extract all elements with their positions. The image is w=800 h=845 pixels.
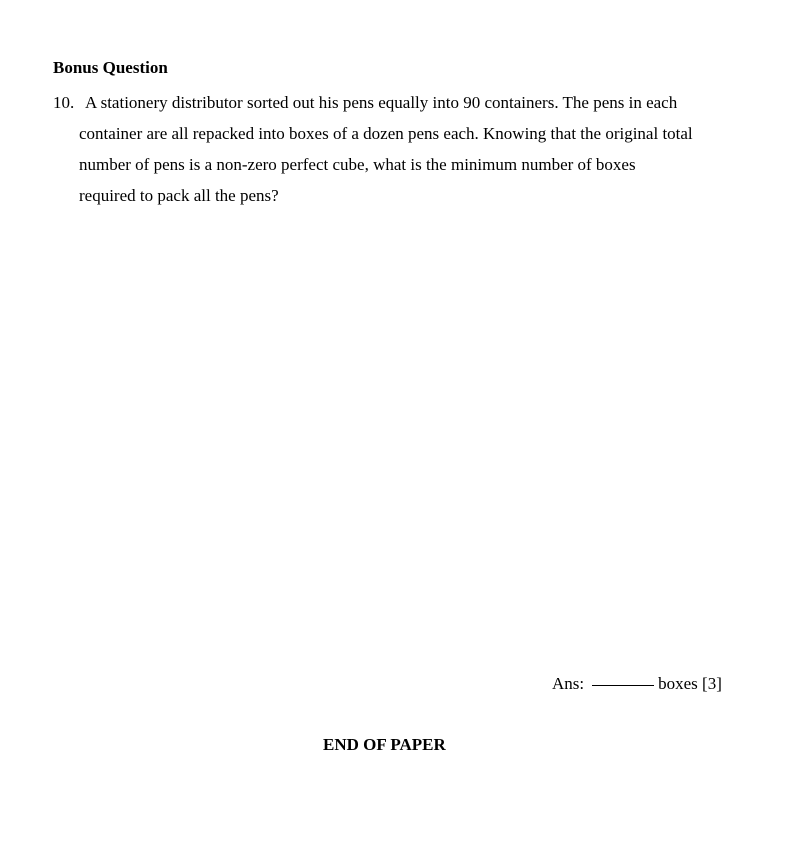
- end-of-paper: END OF PAPER: [323, 735, 446, 754]
- question-text: [79, 87, 743, 211]
- question-line: A stationery distributor sorted out his pens equally into 90 containers. The pens in each: [85, 93, 678, 112]
- answer-unit: boxes [3]: [658, 674, 722, 693]
- question-10: [53, 87, 743, 211]
- section-heading: Bonus Question: [53, 58, 168, 77]
- answer-area: [552, 673, 722, 695]
- question-line: container are all repacked into boxes of a dozen pens each. Knowing that the original total: [79, 124, 693, 143]
- answer-label: Ans:: [552, 674, 585, 693]
- question-line: number of pens is a non-zero perfect cube, what is the minimum number of boxes: [79, 155, 636, 174]
- question-number: 10.: [53, 93, 75, 112]
- answer-blank[interactable]: [592, 685, 654, 686]
- question-line: required to pack all the pens?: [79, 186, 279, 205]
